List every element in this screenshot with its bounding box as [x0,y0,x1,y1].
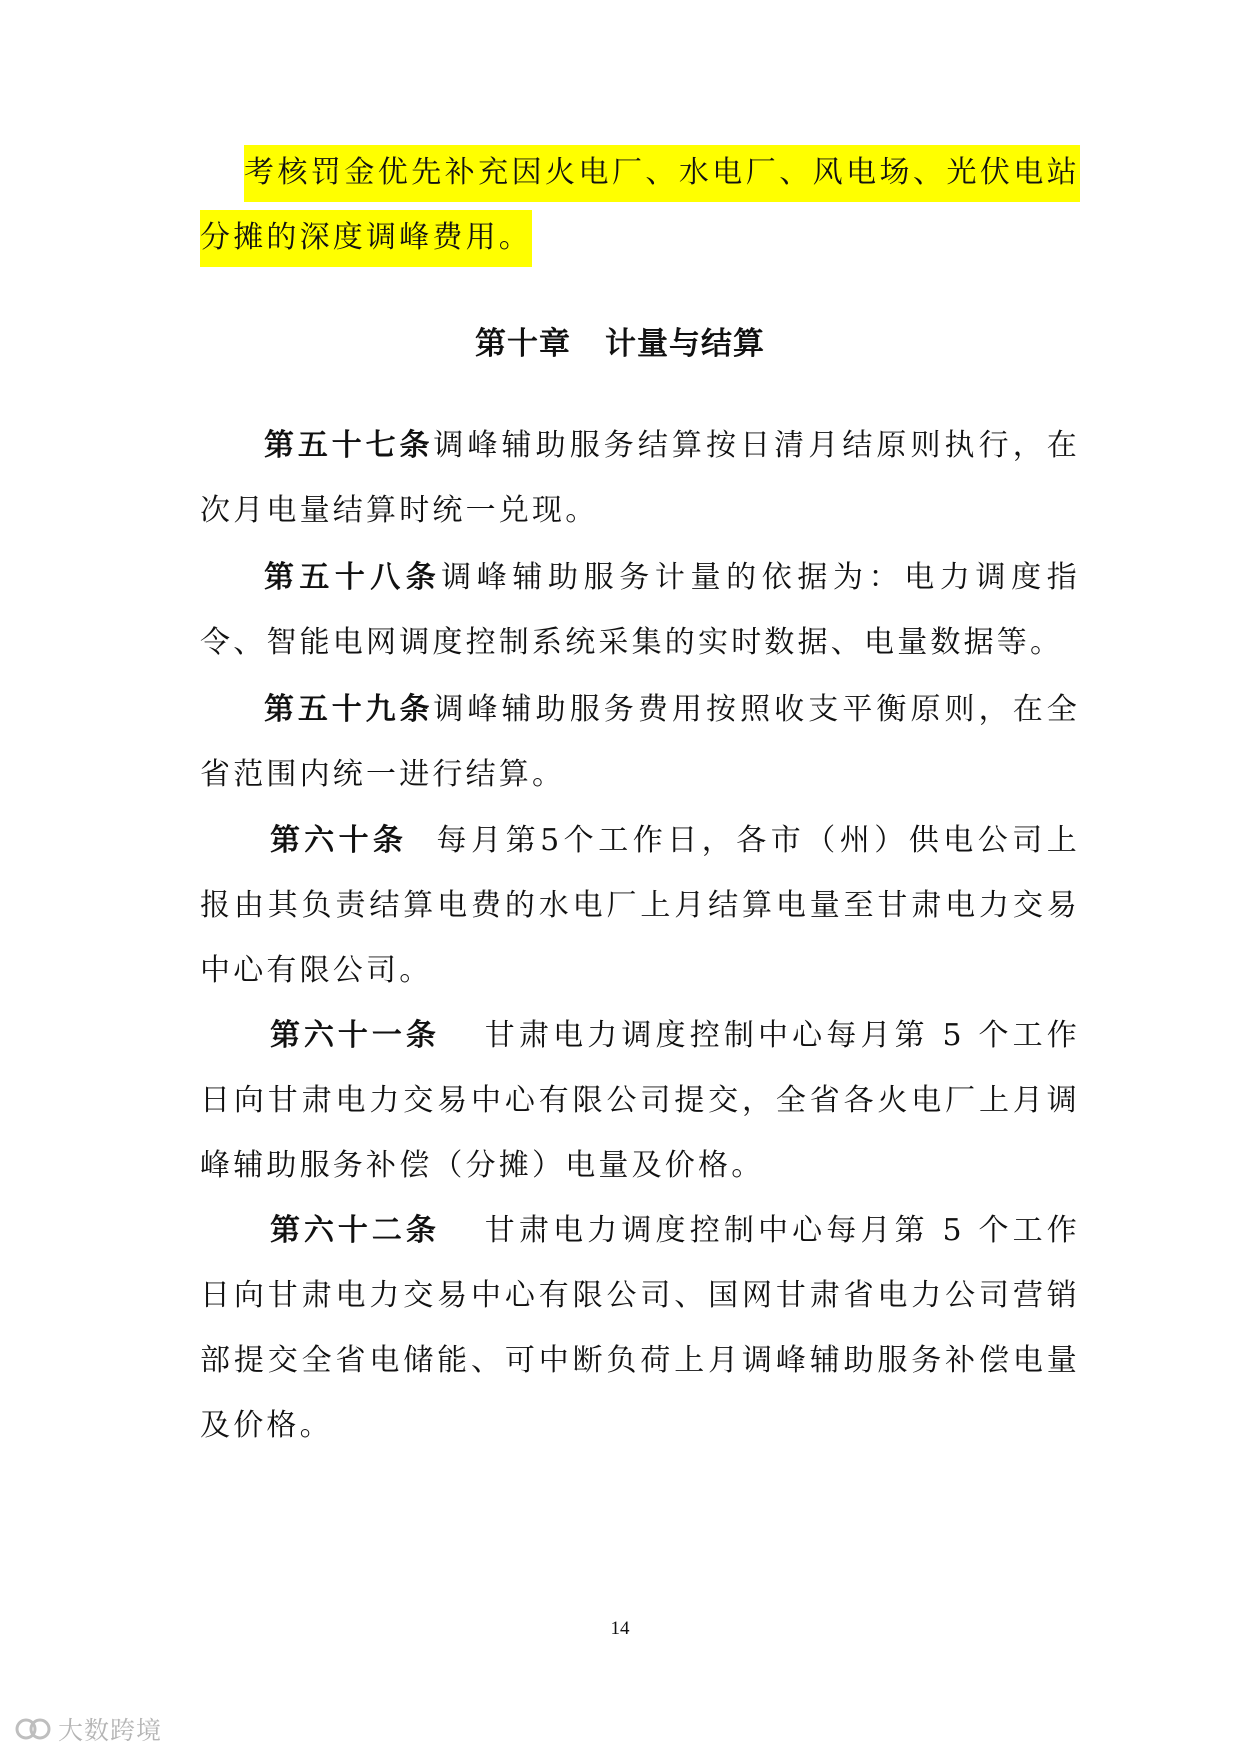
highlighted-text: 考核罚金优先补充因火电厂、水电厂、风电场、光伏电站分摊的深度调峰费用。 [200,145,1080,267]
article-61 [200,1003,1080,1198]
article-heading: 第六十条 [270,823,408,858]
watermark [14,1712,162,1746]
article-heading: 第五十八条 [264,560,442,595]
page-number: 14 [610,1618,630,1639]
article-body: 每月第5个工作日，各市（州）供电公司上报由其负责结算电费的水电厂上月结算电量至甘肃电力交易中心有限公司。 [200,823,1081,988]
chapter-number: 第十章 [475,326,571,362]
article-body: 甘肃电力调度控制中心每月第 5 个工作日向甘肃电力交易中心有限公司、国网甘肃省电力公司营销部提交全省电储能、可中断负荷上月调峰辅助服务补偿电量及价格。 [200,1213,1080,1443]
article-60 [200,808,1080,1003]
chapter-title: 计量与结算 [605,326,765,362]
watermark-text: 大数跨境 [58,1716,163,1745]
article-body: 甘肃电力调度控制中心每月第 5 个工作日向甘肃电力交易中心有限公司提交，全省各火电厂上月调峰辅助服务补偿（分摊）电量及价格。 [200,1018,1080,1183]
article-58 [200,545,1080,675]
watermark-logo-icon [14,1714,52,1744]
article-body: 调峰辅助服务费用按照收支平衡原则，在全省范围内统一进行结算。 [200,692,1080,792]
article-62 [200,1198,1080,1458]
highlighted-paragraph [200,140,1080,270]
article-57 [200,413,1080,543]
article-59 [200,677,1080,807]
article-body: 调峰辅助服务计量的依据为：电力调度指令、智能电网调度控制系统采集的实时数据、电量数据等。 [200,560,1080,660]
article-heading: 第六十二条 [270,1213,440,1248]
article-heading: 第六十一条 [270,1018,440,1053]
article-heading: 第五十七条 [264,428,434,463]
chapter-heading [0,318,1240,363]
article-heading: 第五十九条 [264,692,434,727]
article-body: 调峰辅助服务结算按日清月结原则执行，在次月电量结算时统一兑现。 [200,428,1080,528]
